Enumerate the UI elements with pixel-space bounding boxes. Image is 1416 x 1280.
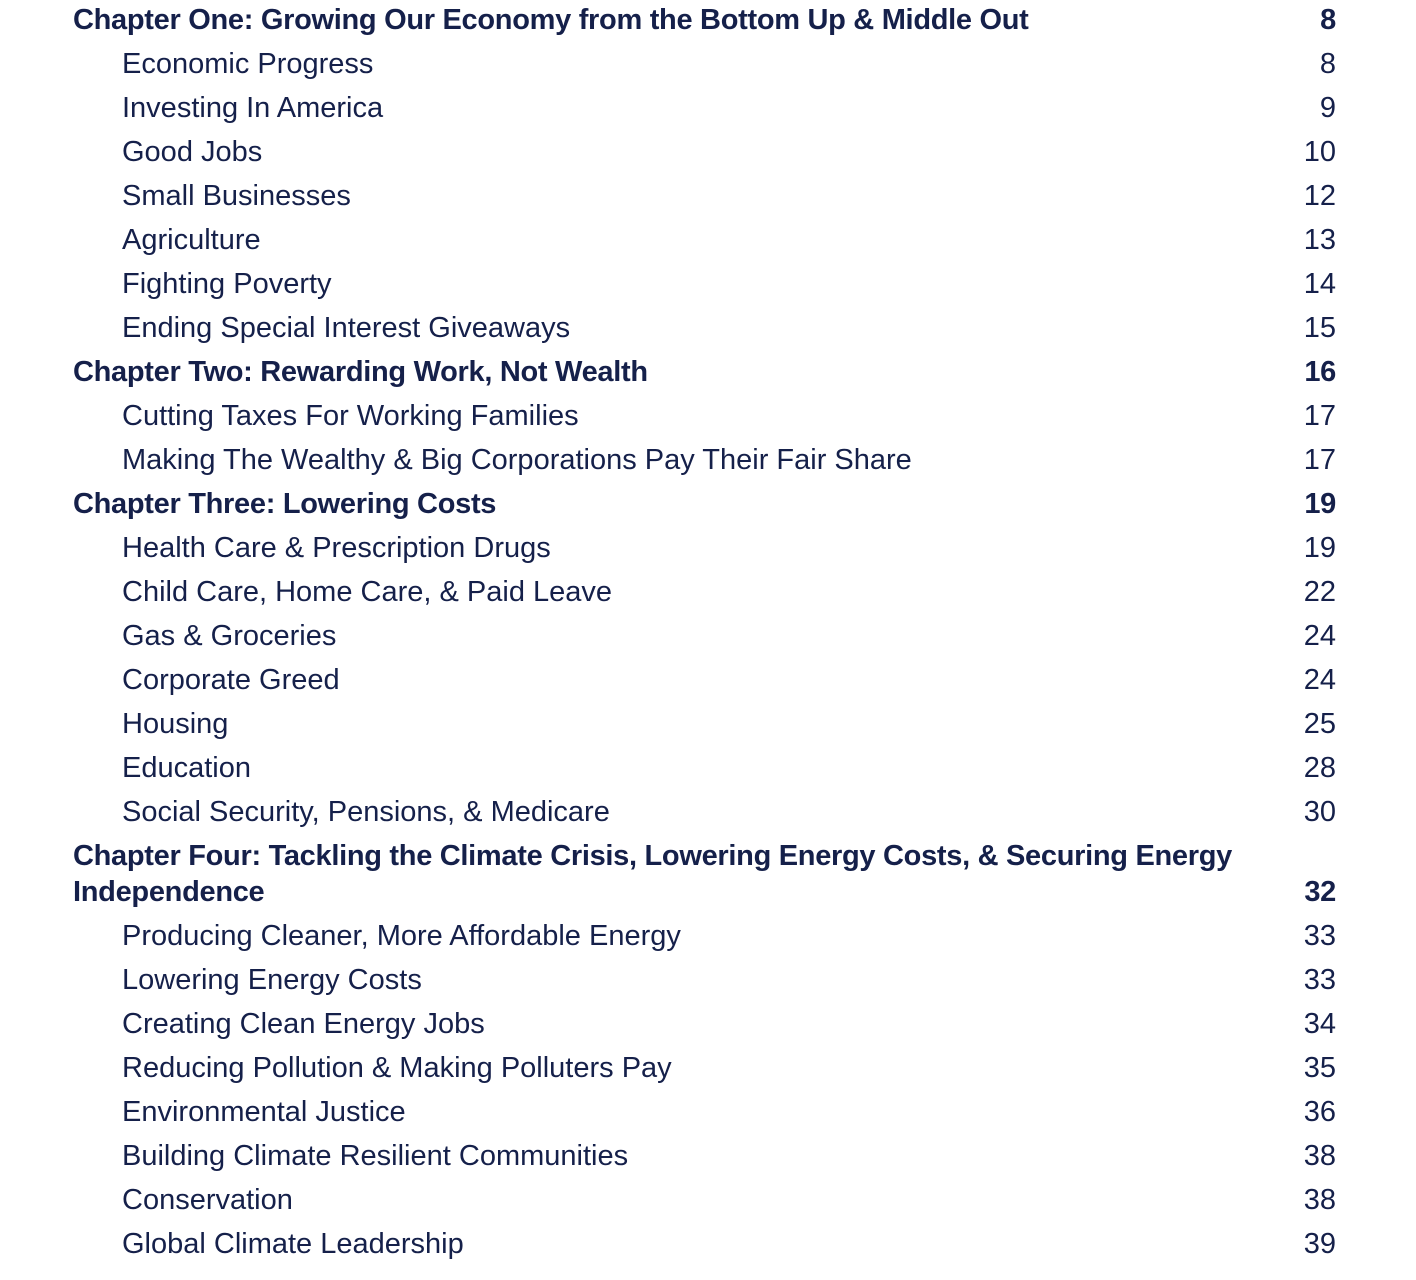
section-title: Making The Wealthy & Big Corporations Pay Their Fair Share: [122, 444, 912, 476]
section-title: Gas & Groceries: [122, 620, 337, 652]
toc-section-entry[interactable]: [0, 744, 1416, 788]
section-title: Investing In America: [122, 92, 384, 124]
section-page-number: 15: [1303, 312, 1336, 344]
section-page-number: 33: [1303, 920, 1336, 952]
toc-section-entry[interactable]: [0, 1176, 1416, 1220]
section-title: Corporate Greed: [122, 664, 340, 696]
chapter-page-number: 32: [1304, 876, 1336, 908]
toc-section-entry[interactable]: [0, 304, 1416, 348]
toc-section-entry[interactable]: [0, 436, 1416, 480]
section-page-number: 17: [1303, 400, 1336, 432]
section-title: Global Climate Leadership: [122, 1228, 464, 1260]
section-page-number: 36: [1303, 1096, 1336, 1128]
toc-section-entry[interactable]: [0, 568, 1416, 612]
chapter-page-number: 19: [1304, 488, 1336, 520]
section-page-number: 25: [1303, 708, 1336, 740]
section-title: Environmental Justice: [122, 1096, 406, 1128]
section-title: Ending Special Interest Giveaways: [122, 312, 571, 344]
section-page-number: 22: [1303, 576, 1336, 608]
section-page-number: 35: [1303, 1052, 1336, 1084]
toc-section-entry[interactable]: [0, 612, 1416, 656]
toc-section-entry[interactable]: [0, 656, 1416, 700]
toc-chapter-entry[interactable]: [0, 0, 1416, 40]
toc-section-entry[interactable]: [0, 392, 1416, 436]
section-page-number: 8: [1319, 48, 1336, 80]
section-title: Fighting Poverty: [122, 268, 332, 300]
toc-section-entry[interactable]: [0, 1044, 1416, 1088]
toc-section-entry[interactable]: [0, 1088, 1416, 1132]
section-title: Education: [122, 752, 251, 784]
toc-chapter-entry[interactable]: [0, 832, 1416, 912]
section-title: Small Businesses: [122, 180, 351, 212]
toc-section-entry[interactable]: [0, 788, 1416, 832]
section-page-number: 24: [1303, 620, 1336, 652]
section-title: Health Care & Prescription Drugs: [122, 532, 551, 564]
section-page-number: 9: [1319, 92, 1336, 124]
section-page-number: 19: [1303, 532, 1336, 564]
toc-section-entry[interactable]: [0, 912, 1416, 956]
section-title: Creating Clean Energy Jobs: [122, 1008, 485, 1040]
section-title: Good Jobs: [122, 136, 263, 168]
chapter-title: Chapter One: Growing Our Economy from the Bottom Up & Middle Out: [73, 4, 1029, 36]
toc-section-entry[interactable]: [0, 1000, 1416, 1044]
section-page-number: 38: [1303, 1184, 1336, 1216]
section-title: Cutting Taxes For Working Families: [122, 400, 579, 432]
toc-section-entry[interactable]: [0, 216, 1416, 260]
section-page-number: 12: [1303, 180, 1336, 212]
section-title: Housing: [122, 708, 229, 740]
toc-section-entry[interactable]: [0, 84, 1416, 128]
toc-section-entry[interactable]: [0, 1220, 1416, 1264]
section-page-number: 30: [1303, 796, 1336, 828]
section-page-number: 28: [1303, 752, 1336, 784]
toc-section-entry[interactable]: [0, 128, 1416, 172]
section-title: Reducing Pollution & Making Polluters Pay: [122, 1052, 672, 1084]
toc-section-entry[interactable]: [0, 700, 1416, 744]
section-title: Economic Progress: [122, 48, 374, 80]
section-title: Lowering Energy Costs: [122, 964, 422, 996]
toc-section-entry[interactable]: [0, 40, 1416, 84]
section-title: Child Care, Home Care, & Paid Leave: [122, 576, 613, 608]
section-title: Social Security, Pensions, & Medicare: [122, 796, 610, 828]
toc-section-entry[interactable]: [0, 524, 1416, 568]
section-title: Producing Cleaner, More Affordable Energy: [122, 920, 681, 952]
section-page-number: 13: [1303, 224, 1336, 256]
chapter-title: Chapter Two: Rewarding Work, Not Wealth: [73, 356, 648, 388]
section-page-number: 17: [1303, 444, 1336, 476]
toc-section-entry[interactable]: [0, 172, 1416, 216]
section-page-number: 14: [1303, 268, 1336, 300]
chapter-title: Chapter Four: Tackling the Climate Crisis, Lowering Energy Costs, & Securing Energy Independence: [73, 840, 1232, 908]
section-page-number: 24: [1303, 664, 1336, 696]
toc-section-entry[interactable]: [0, 956, 1416, 1000]
chapter-page-number: 8: [1320, 4, 1336, 36]
chapter-page-number: 16: [1304, 356, 1336, 388]
section-title: Agriculture: [122, 224, 261, 256]
toc-section-entry[interactable]: [0, 1132, 1416, 1176]
section-title: Conservation: [122, 1184, 293, 1216]
chapter-title: Chapter Three: Lowering Costs: [73, 488, 497, 520]
toc-section-entry[interactable]: [0, 260, 1416, 304]
section-title: Building Climate Resilient Communities: [122, 1140, 629, 1172]
section-page-number: 33: [1303, 964, 1336, 996]
section-page-number: 38: [1303, 1140, 1336, 1172]
section-page-number: 10: [1303, 136, 1336, 168]
toc-chapter-entry[interactable]: [0, 480, 1416, 524]
toc-chapter-entry[interactable]: [0, 348, 1416, 392]
section-page-number: 34: [1303, 1008, 1336, 1040]
section-page-number: 39: [1303, 1228, 1336, 1260]
